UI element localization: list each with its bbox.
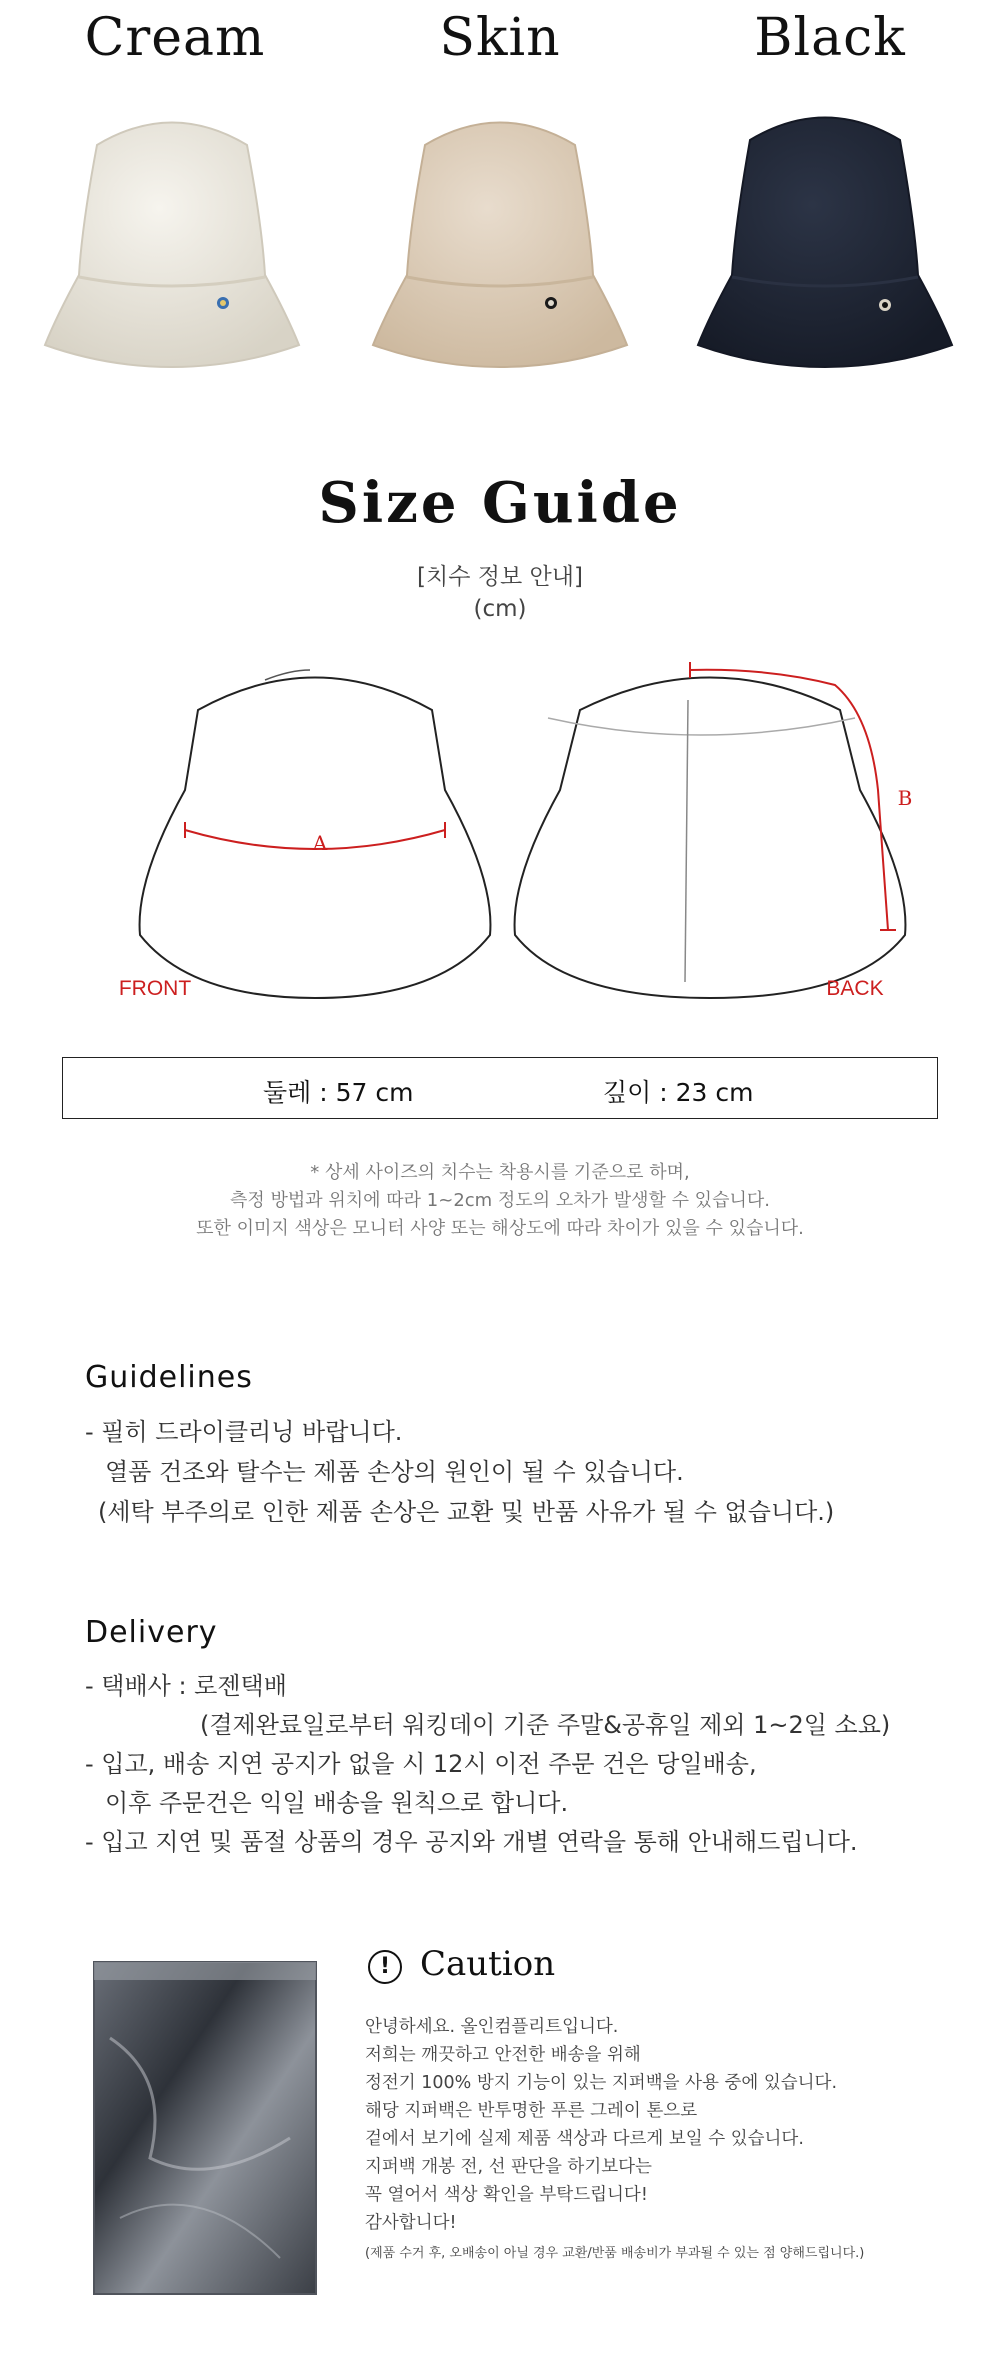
back-label: BACK (826, 977, 884, 1000)
caution-line: 해당 지퍼백은 반투명한 푸른 그레이 톤으로 (365, 2101, 698, 2121)
guideline-line: (세탁 부주의로 인한 제품 손상은 교환 및 반품 사유가 될 수 없습니다.) (98, 1498, 835, 1526)
back-hat-outline (515, 678, 906, 999)
guidelines-heading: Guidelines (85, 1360, 253, 1395)
delivery-line: (결제완료일로부터 워킹데이 기준 주말&공휴일 제외 1~2일 소요) (200, 1711, 891, 1739)
color-name-black: Black (754, 8, 906, 68)
caution-heading: Caution (420, 1944, 556, 1984)
delivery-line: - 택배사 : 로젠택배 (85, 1672, 287, 1700)
notice-line: 측정 방법과 위치에 따라 1~2cm 정도의 오차가 발생할 수 있습니다. (230, 1190, 770, 1211)
delivery-line: - 입고, 배송 지연 공지가 없을 시 12시 이전 주문 건은 당일배송, (85, 1750, 757, 1778)
measure-label-a: A (312, 831, 328, 855)
caution-footnote: (제품 수거 후, 오배송이 아닐 경우 교환/반품 배송비가 부과될 수 있는 점 양해드립니다.) (365, 2246, 865, 2261)
caution-line: 겉에서 보기에 실제 제품 색상과 다르게 보일 수 있습니다. (365, 2129, 804, 2149)
zipper-bag-image (90, 1958, 320, 2298)
measure-label-b: B (897, 786, 913, 810)
hat-image-cream (37, 105, 307, 395)
delivery-heading: Delivery (85, 1615, 218, 1650)
guideline-line: 열품 건조와 탈수는 제품 손상의 원인이 될 수 있습니다. (105, 1458, 684, 1486)
size-guide-title: Size Guide (318, 470, 682, 536)
caution-line: 안녕하세요. 올인컴플리트입니다. (365, 2017, 619, 2037)
caution-line: 감사합니다! (365, 2213, 457, 2233)
delivery-line: 이후 주문건은 익일 배송을 원칙으로 합니다. (105, 1789, 569, 1817)
measure-circumference: 둘레 : 57 cm (263, 1078, 414, 1107)
size-diagram (100, 640, 930, 1020)
caution-line: 정전기 100% 방지 기능이 있는 지퍼백을 사용 중에 있습니다. (365, 2073, 838, 2093)
front-label: FRONT (118, 977, 192, 1000)
color-name-cream: Cream (84, 8, 266, 68)
hat-image-skin (365, 105, 635, 395)
delivery-line: - 입고 지연 및 품절 상품의 경우 공지와 개별 연락을 통해 안내해드립니다. (85, 1828, 858, 1856)
measure-line-b (690, 670, 888, 930)
caution-line: 꼭 열어서 색상 확인을 부탁드립니다! (365, 2185, 648, 2205)
notice-line: * 상세 사이즈의 치수는 착용시를 기준으로 하며, (310, 1162, 690, 1183)
size-guide-unit: (cm) (473, 596, 527, 622)
measure-depth: 깊이 : 23 cm (603, 1078, 754, 1107)
caution-line: 저희는 깨끗하고 안전한 배송을 위해 (365, 2045, 641, 2065)
color-name-skin: Skin (439, 8, 561, 68)
hat-image-black (690, 105, 960, 395)
exclamation-circle-icon: ! (368, 1950, 402, 1984)
guideline-line: - 필히 드라이클리닝 바랍니다. (85, 1418, 403, 1446)
notice-line: 또한 이미지 색상은 모니터 사양 또는 해상도에 따라 차이가 있을 수 있습니다. (196, 1218, 804, 1239)
size-measurement-box (62, 1057, 938, 1119)
size-guide-subtitle: [치수 정보 안내] (417, 564, 583, 590)
caution-line: 지퍼백 개봉 전, 선 판단을 하기보다는 (365, 2157, 652, 2177)
